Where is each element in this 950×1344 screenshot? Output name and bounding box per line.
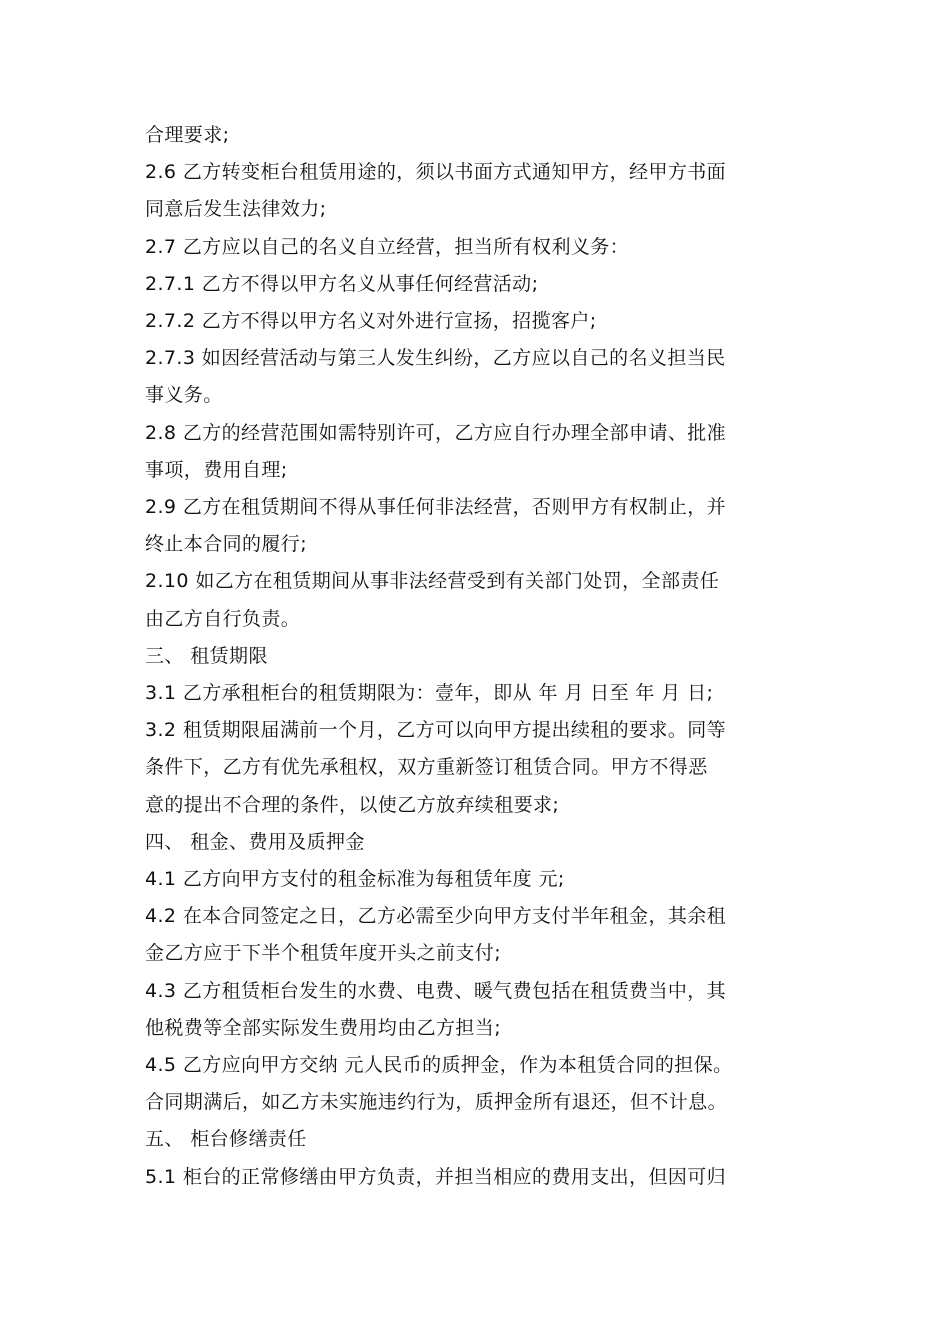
text-line: 2.10 如乙方在租赁期间从事非法经营受到有关部门处罚，全部责任: [145, 570, 720, 593]
text-line: 2.7 乙方应以自己的名义自立经营，担当所有权利义务：: [145, 235, 630, 258]
text-line: 同意后发生法律效力;: [145, 198, 327, 221]
text-line: 合同期满后，如乙方未实施违约行为，质押金所有退还，但不计息。: [145, 1091, 728, 1114]
text-line: 4.2 在本合同签定之日，乙方必需至少向甲方支付半年租金，其余租: [145, 905, 727, 928]
text-line: 2.8 乙方的经营范围如需特别许可，乙方应自行办理全部申请、批准: [145, 421, 727, 444]
text-line: 4.5 乙方应向甲方交纳 元人民币的质押金，作为本租赁合同的担保。: [145, 1054, 733, 1077]
text-line: 金乙方应于下半个租赁年度开头之前支付;: [145, 942, 502, 965]
text-line: 2.7.2 乙方不得以甲方名义对外进行宣扬，招揽客户;: [145, 310, 597, 333]
text-line: 由乙方自行负责。: [145, 607, 301, 630]
section-heading: 三、 租赁期限: [145, 644, 268, 667]
text-line: 他税费等全部实际发生费用均由乙方担当;: [145, 1016, 502, 1039]
text-line: 3.2 租赁期限届满前一个月，乙方可以向甲方提出续租的要求。同等: [145, 719, 727, 742]
text-line: 2.7.1 乙方不得以甲方名义从事任何经营活动;: [145, 272, 539, 295]
text-line: 5.1 柜台的正常修缮由甲方负责，并担当相应的费用支出，但因可归: [145, 1165, 727, 1188]
text-line: 2.6 乙方转变柜台租赁用途的，须以书面方式通知甲方，经甲方书面: [145, 161, 727, 184]
text-line: 事项，费用自理;: [145, 458, 288, 481]
text-line: 4.1 乙方向甲方支付的租金标准为每租赁年度 元;: [145, 868, 565, 891]
text-line: 终止本合同的履行;: [145, 533, 308, 556]
text-line: 2.9 乙方在租赁期间不得从事任何非法经营，否则甲方有权制止，并: [145, 496, 727, 519]
text-line: 条件下，乙方有优先承租权，双方重新签订租赁合同。甲方不得恶: [145, 756, 708, 779]
text-line: 合理要求;: [145, 124, 230, 146]
text-line: 4.3 乙方租赁柜台发生的水费、电费、暖气费包括在租赁费当中，其: [145, 979, 727, 1002]
text-line: 2.7.3 如因经营活动与第三人发生纠纷，乙方应以自己的名义担当民: [145, 347, 726, 370]
text-line: 意的提出不合理的条件，以使乙方放弃续租要求;: [145, 793, 560, 816]
document-body: [145, 117, 825, 1196]
section-heading: 五、 柜台修缮责任: [145, 1128, 307, 1151]
text-line: 3.1 乙方承租柜台的租赁期限为：壹年，即从 年 月 日至 年 月 日;: [145, 682, 714, 705]
text-line: 事义务。: [145, 384, 223, 407]
section-heading: 四、 租金、费用及质押金: [145, 830, 365, 853]
